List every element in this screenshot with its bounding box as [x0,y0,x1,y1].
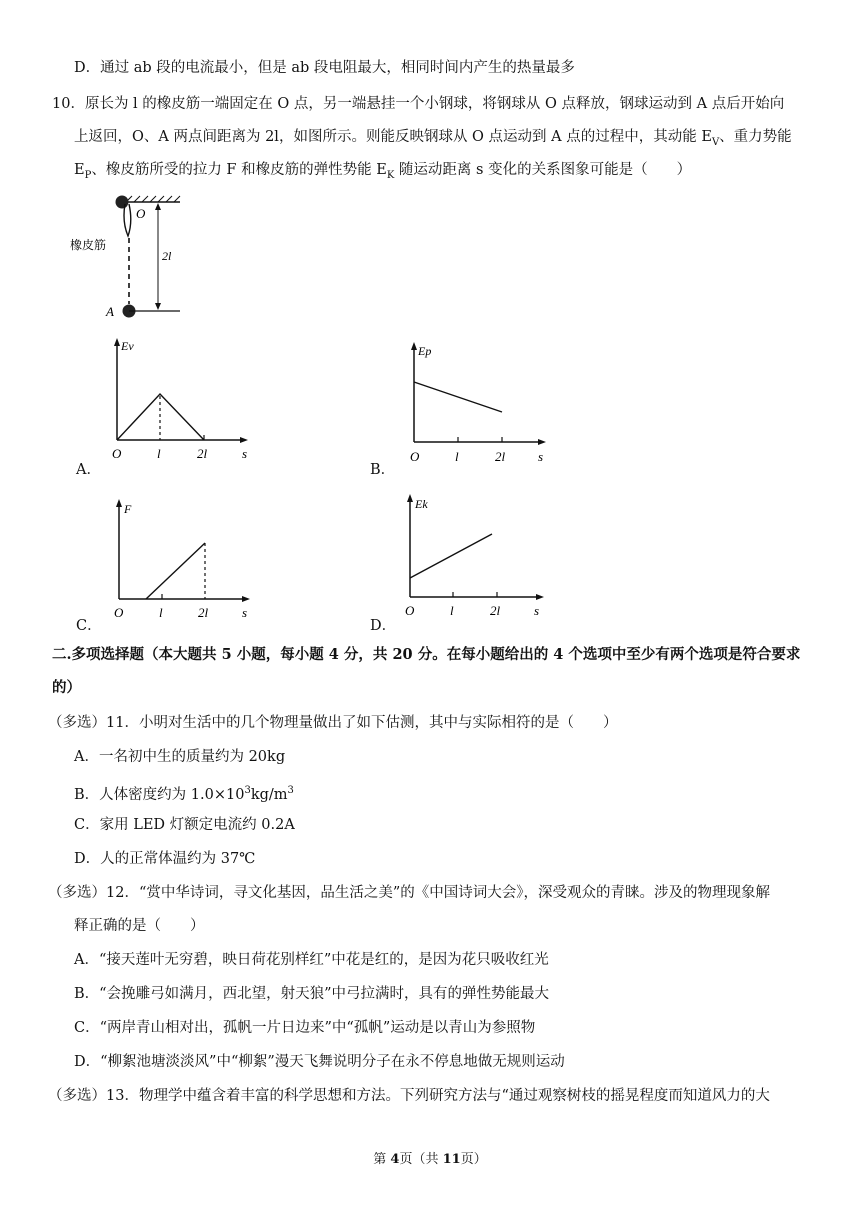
point-o-label: O [136,206,146,221]
graph-b-origin: O [410,449,420,464]
q12-option-d: D．“柳絮池塘淡淡风”中“柳絮”漫天飞舞说明分子在永不停息地做无规则运动 [74,1054,565,1070]
graph-b-tick-2l: 2l [495,449,506,464]
graph-d-tick-l: l [450,603,454,618]
rubber-band-label: 橡皮筋 [70,238,107,252]
graph-a [104,334,254,464]
graph-c-origin: O [114,605,124,620]
section2-heading-line2: 的） [52,679,81,696]
q12-stem-line2: 释正确的是（ ） [74,918,205,934]
q11-option-c: C．家用 LED 灯额定电流约 0.2A [74,817,295,833]
graph-d-origin: O [405,603,415,618]
q10-stem-line1: 10．原长为 l 的橡皮筋一端固定在 O 点，另一端悬挂一个小钢球，将钢球从 O 点释放，钢球运动到 A 点后开始向 [52,96,785,112]
option-d-label: D． [370,618,397,634]
graph-a-tick-l: l [157,446,161,461]
graph-c-ylabel: F [124,502,132,516]
q12-option-c: C．“两岸青山相对出，孤帆一片日边来”中“孤帆”运动是以青山为参照物 [74,1020,536,1036]
q10-stem-line3: $E_P$、橡皮筋所受的拉力 F 和橡皮筋的弹性势能 $E_K$ 随运动距离 s 变化的关系图象可能是（ ） [74,162,692,181]
graph-a-tick-2l: 2l [197,446,208,461]
q10-stem-line2: 上返回，O、A 两点间距离为 2l，如图所示。则能反映钢球从 O 点运动到 A 点的过程中，其动能 $E_V$、重力势能 [74,129,792,148]
point-a-label: A [106,304,114,319]
q11-option-d: D．人的正常体温约为 37℃ [74,851,256,867]
graph-d-ylabel: Ek [415,497,428,511]
graph-b-ylabel: Ep [418,344,432,358]
q11-stem: （多选）11．小明对生活中的几个物理量做出了如下估测，其中与实际相符的是（ ） [48,715,618,731]
q12-stem-line1: （多选）12．“赏中华诗词，寻文化基因，品生活之美”的《中国诗词大会》，深受观众的青睐。涉及的物理现象解 [48,885,771,901]
graph-d-xlabel: s [534,603,540,618]
q9-option-d: D．通过 ab 段的电流最小，但是 ab 段电阻最大，相同时间内产生的热量最多 [74,60,575,76]
graph-c-tick-l: l [159,605,163,620]
graph-a-xlabel: s [242,446,248,461]
graph-d [400,490,550,620]
option-a-label: A． [76,462,101,478]
page-footer: 第 4页（共 11页） [373,1152,487,1167]
graph-c [106,495,256,623]
graph-b-xlabel: s [538,449,544,464]
rubber-band-figure [70,192,190,324]
option-c-label: C． [76,618,102,634]
graph-b-tick-l: l [455,449,459,464]
option-b-label: B． [370,462,396,478]
q11-option-b: B．人体密度约为 $1.0\times 10^3kg/m^3$ [74,785,294,803]
graph-b [402,338,552,468]
q12-option-b: B．“会挽雕弓如满月，西北望，射天狼”中弓拉满时，具有的弹性势能最大 [74,986,549,1002]
graph-c-tick-2l: 2l [198,605,209,620]
section2-heading-line1: 二.多项选择题（本大题共 5 小题，每小题 4 分，共 20 分。在每小题给出的 4 个选项中至少有两个选项是符合要求 [52,646,801,663]
graph-a-origin: O [112,446,122,461]
graph-c-xlabel: s [242,605,248,620]
graph-d-tick-2l: 2l [490,603,501,618]
q11-option-a: A．一名初中生的质量约为 20kg [74,749,286,765]
q13-stem-line1: （多选）13．物理学中蕴含着丰富的科学思想和方法。下列研究方法与“通过观察树枝的摇晃程度而知道风力的大 [48,1088,770,1104]
graph-a-ylabel: Ev [121,339,134,353]
q12-option-a: A．“接天莲叶无穷碧，映日荷花别样红”中花是红的，是因为花只吸收红光 [74,952,549,968]
distance-label: 2l [162,249,172,263]
